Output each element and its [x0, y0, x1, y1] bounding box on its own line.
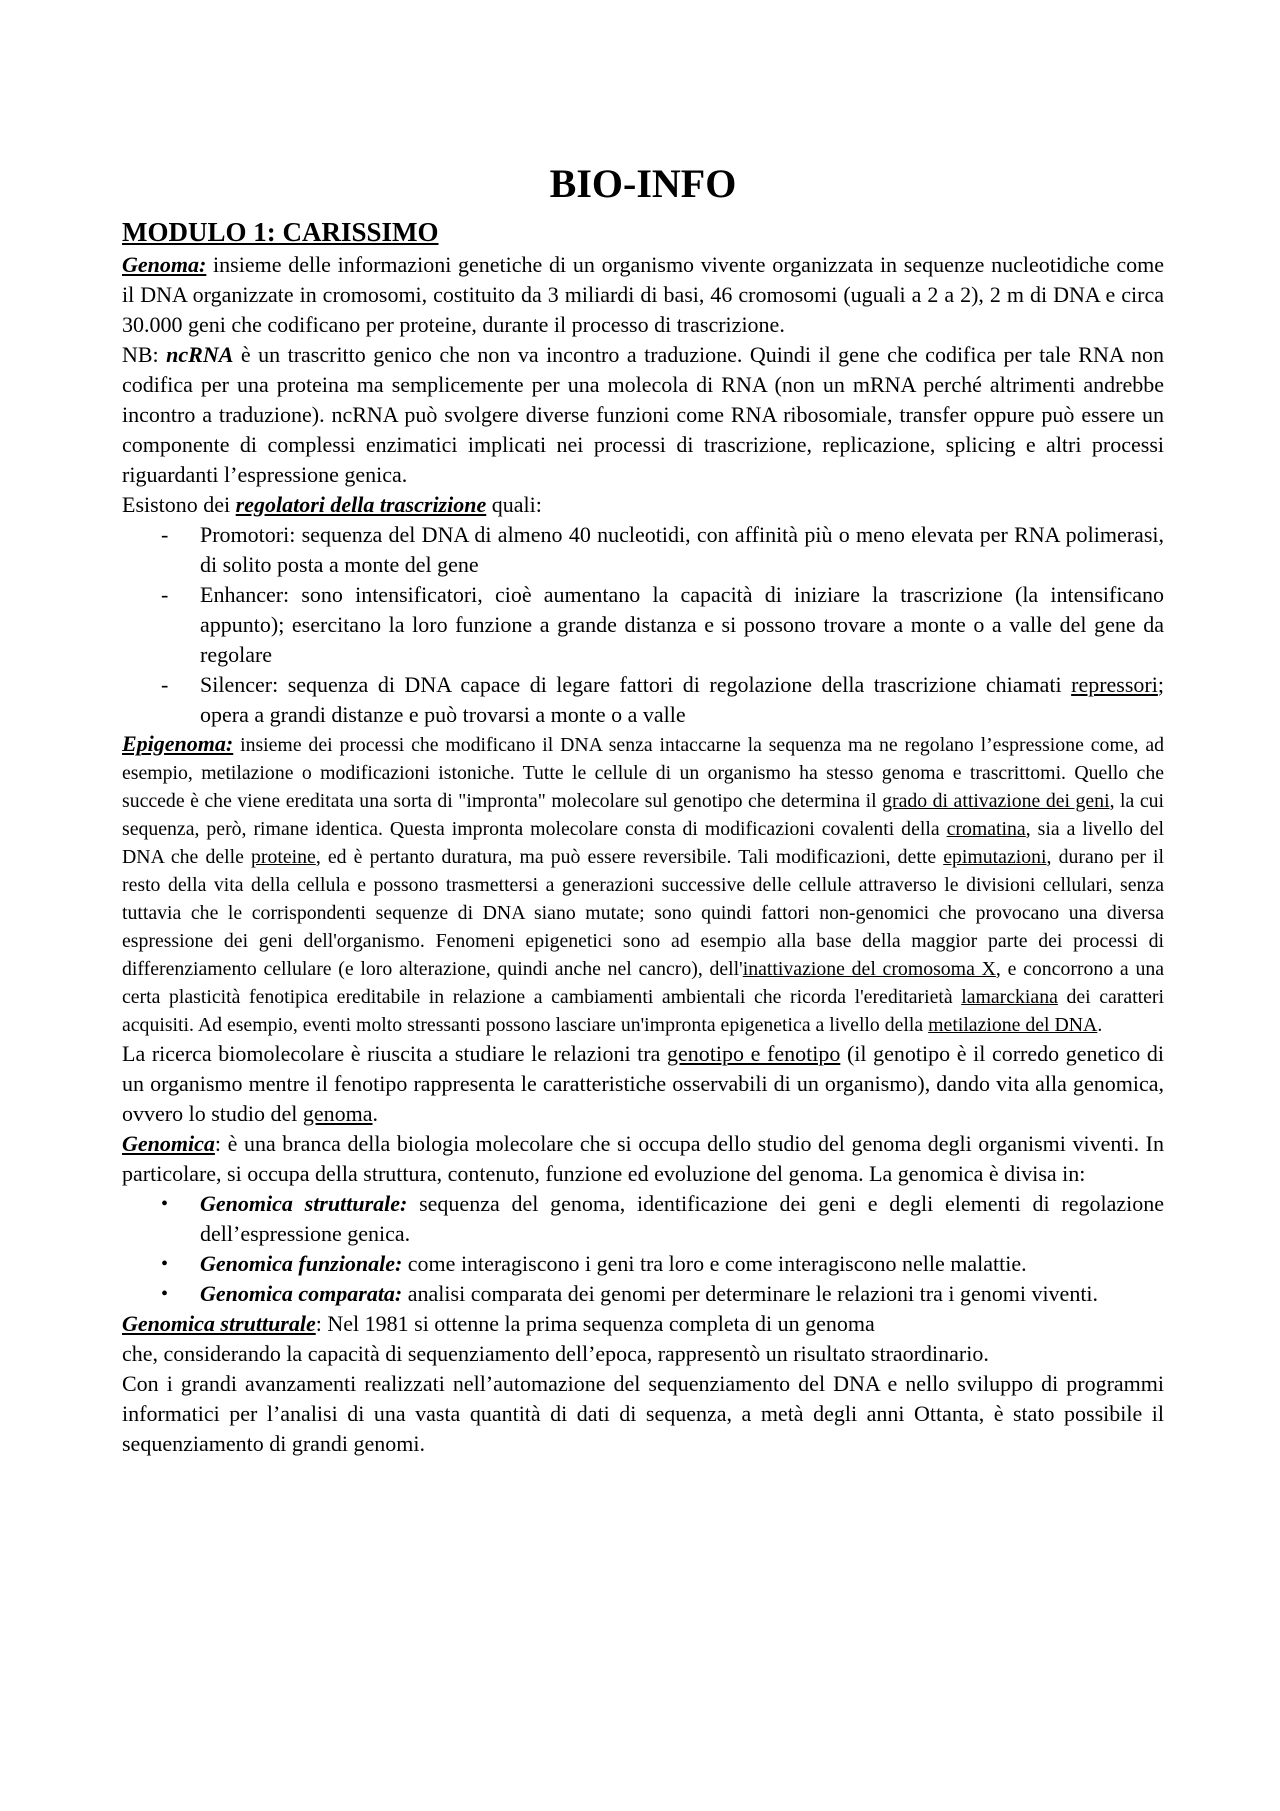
regolatori-term: regolatori della trascrizione: [235, 492, 487, 517]
regolatori-list: [122, 520, 1164, 730]
genomica-item-text: sequenza del genoma, identificazione dei geni e degli elementi di regolazione dell’espressione genica.: [200, 1191, 1165, 1246]
epigenoma-text: , e concorrono a una certa plasticità fenotipica ereditabile in relazione a cambiamenti ambientali che ricorda l'ereditarietà: [122, 958, 1164, 1008]
ricerca-text: .: [372, 1101, 379, 1126]
list-item: - Promotori: sequenza del DNA di almeno 40 nucleotidi, con affinità più o meno elevata per RNA polimerasi, di solito posta a monte del gene: [161, 520, 1164, 580]
ncrna-term: ncRNA: [166, 342, 234, 367]
bullet-icon: •: [161, 1253, 169, 1275]
cromatina-link[interactable]: cromatina: [946, 818, 1026, 840]
genomica-text: : è una branca della biologia molecolare che si occupa dello studio del genoma degli organismi viventi. In particolare, si occupa della struttura, contenuto, funzione ed evoluzione del genoma. La genomica è divisa in:: [122, 1131, 1164, 1186]
epigenoma-paragraph: [122, 730, 1164, 1039]
genomica-list: [122, 1189, 1164, 1309]
bullet-icon: •: [161, 1283, 169, 1305]
strutturale-line-1: [122, 1309, 1164, 1339]
genomica-item-term: Genomica funzionale:: [200, 1251, 403, 1276]
genomica-item-term: Genomica strutturale:: [200, 1191, 408, 1216]
strutturale-term: Genomica strutturale: [122, 1311, 316, 1336]
nb-prefix: NB:: [122, 342, 167, 367]
genomica-item-text: analisi comparata dei genomi per determinare le relazioni tra i genomi viventi.: [402, 1281, 1099, 1306]
lamarckiana-link[interactable]: lamarckiana: [961, 986, 1058, 1008]
epigenoma-text: , durano per il resto della vita della cellula e possono trasmettersi a generazioni successive delle cellule attraverso le divisioni cellulari, senza tuttavia che le corrispondenti sequenze di DNA siano mutate; sono quindi fattori non-genomici che provocano una diversa espressione dei geni dell'organismo. Fenomeni epigenetici sono ad esempio alla base della maggior parte dei processi di differenziamento cellulare (e loro alterazione, quindi anche nel cancro), dell': [122, 846, 1164, 980]
genoma-link[interactable]: genoma: [302, 1101, 373, 1126]
list-item: [161, 1279, 1164, 1309]
genomica-paragraph: [122, 1129, 1164, 1189]
regolatori-intro: [122, 490, 1164, 520]
inattivazione-x-link[interactable]: inattivazione del cromosoma X: [742, 958, 996, 980]
bullet-icon: •: [161, 1193, 169, 1215]
genotipo-fenotipo-link[interactable]: genotipo e fenotipo: [667, 1041, 841, 1066]
document-title: BIO-INFO: [549, 161, 737, 206]
epigenoma-text: , ed è pertanto duratura, ma può essere reversibile. Tali modificazioni, dette: [315, 846, 944, 868]
grado-attivazione-link[interactable]: grado di attivazione dei geni: [882, 790, 1110, 812]
ncrna-text: è un trascritto genico che non va incontro a traduzione. Quindi il gene che codifica per tale RNA non codifica per una proteina ma semplicemente per una molecola di RNA (non un mRNA perché altrimenti andrebbe incontro a traduzione). ncRNA può svolgere diverse funzioni come RNA ribosomiale, transfer oppure può essere un componente di complessi enzimatici implicati nei processi di trascrizione, replicazione, splicing e altri processi riguardanti l’espressione genica.: [122, 342, 1164, 487]
epigenoma-text: dei caratteri acquisiti. Ad esempio, eventi molto stressanti possono lasciare un'impronta epigenetica a livello della: [122, 986, 1164, 1036]
strutturale-line-2: che, considerando la capacità di sequenziamento dell’epoca, rappresentò un risultato straordinario.: [122, 1341, 989, 1366]
genomica-term: Genomica: [122, 1131, 215, 1156]
genomica-item-term: Genomica comparata:: [200, 1281, 403, 1306]
proteine-link[interactable]: proteine: [251, 846, 316, 868]
list-item: [161, 670, 1164, 730]
ricerca-text: (il genotipo è il corredo genetico di un organismo mentre il fenotipo rappresenta le caratteristiche osservabili di un organismo), dando vita alla genomica, ovvero lo studio del: [122, 1041, 1164, 1126]
regolatori-suffix: quali:: [486, 492, 542, 517]
genoma-paragraph: [122, 250, 1164, 340]
genomica-item-text: come interagiscono i geni tra loro e come interagiscono nelle malattie.: [402, 1251, 1027, 1276]
epigenoma-text: , la cui sequenza, però, rimane identica. Questa impronta molecolare consta di modificazioni covalenti della: [122, 790, 1164, 840]
epigenoma-text: .: [1097, 1014, 1103, 1036]
ncrna-paragraph: [122, 340, 1164, 490]
genoma-term: Genoma:: [122, 252, 207, 277]
epigenoma-text: , sia a livello del DNA che delle: [122, 818, 1164, 868]
list-item: [161, 1189, 1164, 1249]
silencer-text: Silencer: sequenza di DNA capace di legare fattori di regolazione della trascrizione chiamati: [200, 672, 1072, 697]
repressori-link[interactable]: repressori: [1071, 672, 1158, 697]
regolatori-prefix: Esistono dei: [122, 492, 236, 517]
strutturale-line-3: Con i grandi avanzamenti realizzati nell’automazione del sequenziamento del DNA e nello sviluppo di programmi informatici per l’analisi di una vasta quantità di dati di sequenza, a metà degli anni Ottanta, è stato possibile il sequenziamento di grandi genomi.: [122, 1371, 1164, 1456]
epigenoma-term: Epigenoma:: [122, 731, 234, 756]
document-page: [122, 150, 1164, 1459]
list-item: [161, 1249, 1164, 1279]
module-heading: MODULO 1: CARISSIMO: [122, 217, 439, 247]
metilazione-dna-link[interactable]: metilazione del DNA: [928, 1014, 1098, 1036]
ricerca-text: La ricerca biomolecolare è riuscita a studiare le relazioni tra: [122, 1041, 668, 1066]
ricerca-paragraph: [122, 1039, 1164, 1129]
epigenoma-text: insieme dei processi che modificano il DNA senza intaccarne la sequenza ma ne regolano l’espressione come, ad esempio, metilazione o modificazioni istoniche. Tutte le cellule di un organismo ha stesso genoma e trascrittomi. Quello che succede è che viene ereditata una sorta di "impronta" molecolare sul genotipo che determina il: [122, 734, 1164, 812]
silencer-text-end: ; opera a grandi distanze e può trovarsi a monte o a valle: [200, 672, 1164, 727]
strutturale-text: : Nel 1981 si ottenne la prima sequenza completa di un genoma: [315, 1311, 875, 1336]
epimutazioni-link[interactable]: epimutazioni: [943, 846, 1047, 868]
list-item: - Enhancer: sono intensificatori, cioè aumentano la capacità di iniziare la trascrizione (la intensificano appunto); esercitano la loro funzione a grande distanza e si possono trovare a monte o a valle del gene da regolare: [161, 580, 1164, 670]
genoma-text: insieme delle informazioni genetiche di un organismo vivente organizzata in sequenze nucleotidiche come il DNA organizzate in cromosomi, costituito da 3 miliardi di basi, 46 cromosomi (uguali a 2 a 2), 2 m di DNA e circa 30.000 geni che codificano per proteine, durante il processo di trascrizione.: [122, 252, 1164, 337]
